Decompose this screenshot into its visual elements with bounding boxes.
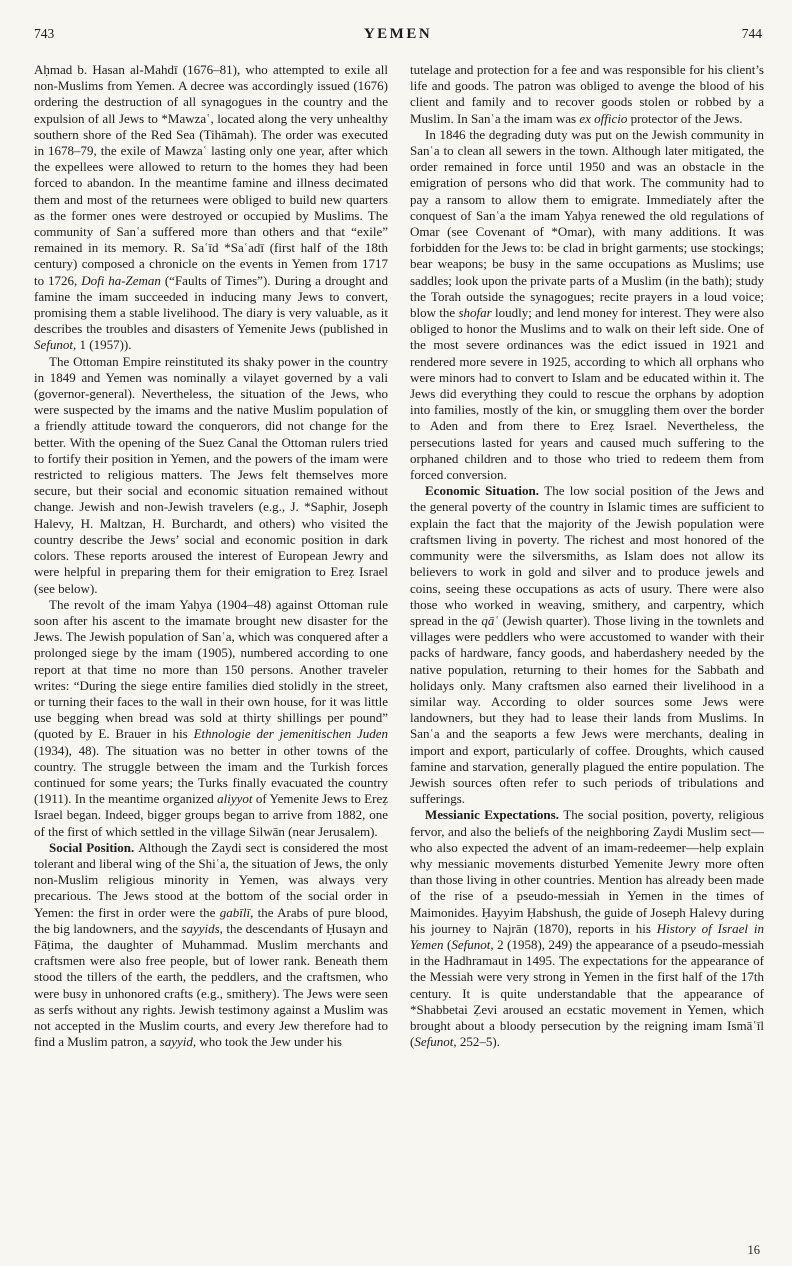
text-segment: Economic Situation. [425,483,545,499]
text-segment: Although the Zaydi sect is considered the most tolerant and liberal wing of the Shiʿa, the situation of Jews, the only non-Muslim religious minority in Yemen, was always very precarious. The Jews stood at the bottom of the social order in Yemen: the first in order were the [34,839,388,920]
text-segment: , the Arabs of pure blood, the big landowners, and the [34,904,388,936]
text-segment: aliyyot [217,791,253,807]
paragraph [410,127,764,483]
text-segment: In 1846 the degrading duty was put on the Jewish community in Sanʿa to clean all sewers in the town. Although later mitigated, the order remained in force until 1950 and was an obstacle in the emigration of persons who did that work. The community had to pay a ransom to allow them to emigrate. Immediately after the conquest of Sanʿa the imam Yaḥya renewed the old regulations of Omar (see Covenant of *Omar), with many additions. It was forbidden for the Jews to: be clad in bright garments; use stockings; bear weapons; be busy in the same occupations as Muslims; use saddles; look upon the private parts of a Muslim (in the bath); study the Torah outside the synagogues; recite prayers in a loud voice; blow the [410,126,764,321]
text-segment: qāʿ [481,612,499,628]
text-segment: , 1 (1957)). [73,337,132,353]
left-column-number: 743 [34,26,55,41]
text-segment: Sefunot [451,936,491,952]
text-segment: , 252–5). [453,1034,500,1050]
text-segment: (1934), 48). The situation was no better in other towns of the country. The struggle between the imam and the Turkish forces continued for some years; the Turks finally evacuated the country (1911). In the meantime organized [34,742,388,807]
text-segment: Sefunot [34,337,73,353]
text-segment: The social position, poverty, religious fervor, and also the beliefs of the neighboring Zaydi Muslim sect—who also expected the advent of an imam-redeemer—help explain why messianic movements disturbed Yemenite Jewry more often than those living in other countries. Mention has already been made of the rise of a pseudo-messiah in Yemen in the times of Maimonides. Ḥayyim Ḥabshush, the guide of Joseph Halevy during his journey to Najrān (1870), reports in his [410,807,764,936]
right-column-number: 744 [741,26,762,41]
right-column [410,62,764,1050]
text-segment: (Jewish quarter). Those living in the townlets and villages were peddlers who were accustomed to wander with their packs of hardware, fancy goods, and haberdashery needed by the native population, returning to their homes for the Sabbath and holidays only. Many craftsmen also earned their livelihood in a similar way. According to older sources some Jews were landowners, but they had to lease their lands from Muslims. In Sanʿa and the seaports a few Jews were merchants, dealing in import and export, particularly of coffee. Droughts, which caused famine and starvation, generally plagued the entire population. The Jewish sources often refer to such periods of tribulations and sufferings. [410,612,764,807]
text-segment: History of Israel in Yemen [410,920,765,952]
text-segment: sayyids [181,920,220,936]
running-head [34,26,762,43]
paragraph [34,354,388,597]
page-footer-number: 16 [747,1243,760,1257]
text-segment: Messianic Expectations. [425,807,564,823]
paragraph [34,597,388,840]
text-segment: The Ottoman Empire reinstituted its shaky power in the country in 1849 and Yemen was nominally a vilayet governed by a vali (governor-general). Nevertheless, the situation of the Jews, who were suspected by the imams and the native Muslim population of a friendly attitude toward the conquerors, did not change for the better. With the opening of the Suez Canal the Ottoman rulers tried to fortify their position in Yemen, and the powers of the imam were restricted to religious matters. The Jews felt themselves more secure, but their social and economic situation remained without change. Jewish and non-Jewish travelers (e.g., J. *Saphir, Joseph Halevy, H. Maltzan, H. Burchardt, and others) who visited the country describe the Jews’ social and economic position in dark colors. These reports aroused the interest of European Jewry and were helpful in preparing them for their emigration to Ereẓ Israel (see below). [34,353,388,596]
text-segment: of Yemenite Jews to Ereẓ Israel began. Indeed, bigger groups began to arrive from 1882, one of the first of which settled in the village Silwān (near Jerusalem). [34,791,388,839]
text-columns [34,62,764,1050]
text-segment: The revolt of the imam Yaḥya (1904–48) against Ottoman rule soon after his ascent to the imamate brought new disaster for the Jews. The Jewish population of Sanʿa, which was conquered after a prolonged siege by the imam (1905), numbered according to one report at that time no more than 150 persons. Another traveler writes: “During the siege entire families died stolidly in the street, or turning their faces to the wall in their own house, for it was little use begging when bread was sold at thirty shillings per pound” (quoted by E. Brauer in his [34,596,388,742]
text-segment: Dofi ha-Zeman [81,272,161,288]
paragraph [410,807,764,1050]
text-segment: The low social position of the Jews and the general poverty of the country in Islamic times are sufficient to explain the fact that the majority of the Jewish population were craftsmen living in poverty. The richest and most honored of the community were the silversmiths, as Islam does not allow its believers to work in gold and silver and to produce jewels and coins, seeing these occupations as acts of usury. There were also those who worked in weaving, smithery, and carpentry, which spread in the [410,483,764,628]
text-segment: sayyid [159,1034,193,1050]
text-segment: (“Faults of Times”). During a drought and famine the imam succeeded in inducing many Jews to convert, promising them a stable livelihood. The diary is very valuable, as it describes the troubles and disasters of Yemenite Jews (published in [34,272,388,337]
paragraph [34,62,388,354]
text-segment: , who took the Jew under his [192,1034,342,1050]
text-segment: protector of the Jews. [627,110,743,126]
text-segment: Ethnologie der jemenitischen Juden [193,726,388,742]
text-segment: , the descendants of Ḥusayn and Fāṭima, the daughter of Muhammad. Muslim merchants and craftsmen were also free people, but of lower rank. Beneath them stood the tillers of the earth, the peddlers, and the craftsmen, who were busy in unhonored crafts (e.g., smithery). The Jews were seen as serfs without any rights. Jewish testimony against a Muslim was not accepted in the Muslim courts, and every Jew therefore had to find a Muslim patron, a [34,920,388,1050]
text-segment: ex officio [579,110,628,126]
text-segment: shofar [458,305,492,321]
paragraph [410,483,764,807]
text-segment: Social Position. [49,839,139,855]
text-segment: tutelage and protection for a fee and was responsible for his client’s life and goods. The patron was obliged to avenge the blood of his client and family and to recover goods stolen or robbed by a Muslim. In Sanʿa the imam was [410,62,764,126]
text-segment: Aḥmad b. Hasan al-Mahdī (1676–81), who attempted to exile all non-Muslims from Yemen. A decree was accordingly issued (1676) ordering the destruction of all synagogues in the country and the expulsion of all Jews to *Mawzaʿ, located along the very unhealthy southern shore of the Red Sea (Tihāmah). The order was executed in 1678–79, the exile of Mawzaʿ lasting only one year, after which the expellees were allowed to return to the homes they had been forced to abandon. In the meantime famine and illness decimated them and most of the returnees were obliged to build new quarters as the former ones were destroyed or occupied by Muslims. The community of Sanʿa suffered more than others and that “exile” remained in its memory. R. Saʿīd *Saʿadī (first half of the 18th century) composed a chronicle on the events in Yemen from 1717 to 1726, [34,62,388,288]
text-segment: Sefunot [414,1034,454,1050]
paragraph [34,840,388,1051]
text-segment: , 2 (1958), 249) the appearance of a pseudo-messiah in the Hadhramaut in 1495. The expectations for the appearance of the Messiah were very strong in Yemen in the first half of the 17th century. It is quite understandable that the appearance of *Shabbetai Ẓevi aroused an ecstatic movement in Yemen, which brought about a bloody persecution by the reigning imam Ismāʿīl ( [410,936,764,1050]
article-title: YEMEN [363,26,433,42]
text-segment: loudly; and lend money for interest. They were also obliged to honor the Muslims and to walk on their left side. One of the most severe ordinances was the edict issued in 1921 and rendered more severe in 1925, according to which all orphans who were minors had to convert to Islam and be educated within it. The Jews did everything they could to rescue the orphans by adoption into families, mostly of the kin, or smuggling them over the border to Aden and from there to Ereẓ Israel. Nevertheless, the persecutions lasted for years and caused much suffering to the orphaned children and to those who tried to redeem them from forced conversion. [410,305,765,483]
paragraph [410,62,764,127]
left-column [34,62,388,1050]
text-segment: ( [443,936,452,952]
text-segment: gabīlī [219,904,251,920]
